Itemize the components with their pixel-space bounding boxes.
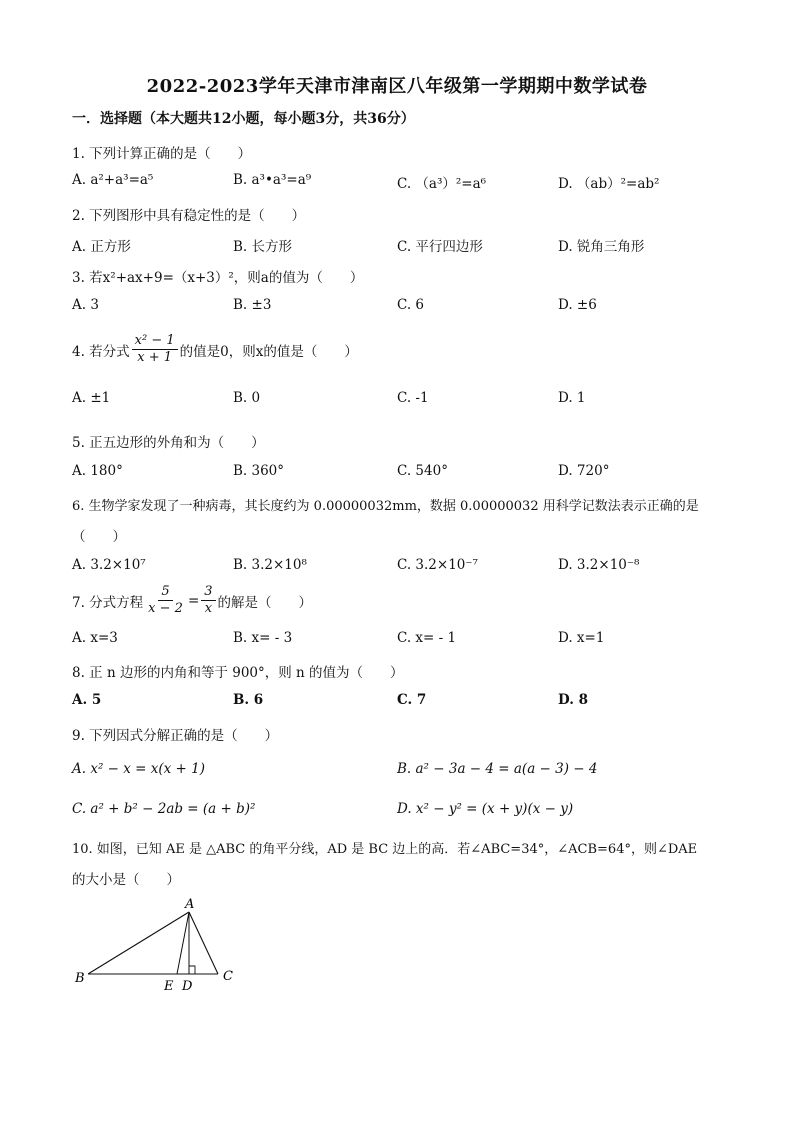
q4-stem-pre: 4. 若分式 [72,343,130,360]
q9-option-a: A. x² − x = x(x + 1) [72,761,206,777]
question-5-stem: 5. 正五边形的外角和为（ ） [72,435,265,451]
q3-option-b: B. ±3 [233,297,272,313]
q8-option-a: A. 5 [72,692,102,708]
q7-stem-post: 的解是（ ） [217,594,313,611]
q7-frac1-denominator: x − 2 [148,601,183,616]
q4-option-a: A. ±1 [72,390,111,406]
q1-option-b: B. a³•a³=a⁹ [233,172,312,188]
q2-option-d: D. 锐角三角形 [558,239,645,255]
q1-option-a: A. a²+a³=a⁵ [72,172,154,188]
right-angle-mark [189,966,195,974]
question-6-stem: 6. 生物学家发现了一种病毒，其长度约为 0.00000032mm，数据 0.00000032 用科学记数法表示正确的是 [72,499,699,514]
triangle-figure [66,896,246,996]
q7-fraction-right [201,584,215,617]
q9-option-b: B. a² − 3a − 4 = a(a − 3) − 4 [397,761,598,777]
label-c: C [223,969,233,984]
q7-stem-pre: 7. 分式方程 [72,594,144,611]
q4-fraction [132,333,178,366]
q3-option-d: D. ±6 [558,297,597,313]
q7-frac2-denominator: x [204,601,213,616]
q4-frac-numerator: x² − 1 [132,333,178,350]
q7-frac2-numerator: 3 [201,584,215,601]
q3-option-c: C. 6 [397,297,425,313]
q5-option-d: D. 720° [558,463,610,479]
q9-option-d: D. x² − y² = (x + y)(x − y) [397,801,574,817]
q2-option-a: A. 正方形 [72,239,131,255]
side-ac [189,912,218,974]
q7-option-b: B. x= - 3 [233,630,293,646]
q5-option-a: A. 180° [72,463,123,479]
question-4-stem [72,333,358,366]
q5-option-c: C. 540° [397,463,448,479]
q6-option-a: A. 3.2×10⁷ [72,557,146,573]
q7-option-d: D. x=1 [558,630,605,646]
q6-option-c: C. 3.2×10⁻⁷ [397,557,478,573]
q1-option-c: C. （a³）²=a⁶ [397,176,487,192]
question-10-stem-cont: 的大小是（ ） [72,872,180,888]
q7-option-c: C. x= - 1 [397,630,457,646]
label-b: B [75,971,85,986]
question-8-stem: 8. 正 n 边形的内角和等于 900°，则 n 的值为（ ） [72,665,404,681]
question-1-stem: 1. 下列计算正确的是（ ） [72,146,252,162]
label-e: E [164,979,174,994]
label-d: D [182,979,193,994]
q8-option-b: B. 6 [233,692,264,708]
q9-option-c: C. a² + b² − 2ab = (a + b)² [72,801,256,817]
segment-ae [177,912,189,974]
question-7-stem [72,584,312,617]
q4-option-d: D. 1 [558,390,586,406]
q8-option-d: D. 8 [558,692,589,708]
page-title: 2022-2023学年天津市津南区八年级第一学期期中数学试卷 [146,76,648,97]
q7-frac1-numerator: 5 [158,584,172,601]
question-2-stem: 2. 下列图形中具有稳定性的是（ ） [72,208,306,224]
q4-stem-post: 的值是0，则x的值是（ ） [179,343,358,360]
q6-option-d: D. 3.2×10⁻⁸ [558,557,640,573]
side-ab [88,912,189,974]
q2-option-c: C. 平行四边形 [397,239,483,255]
label-a: A [185,897,195,912]
q6-option-b: B. 3.2×10⁸ [233,557,307,573]
question-6-stem-cont: （ ） [72,529,126,545]
q4-frac-denominator: x + 1 [137,350,173,365]
q2-option-b: B. 长方形 [233,239,293,255]
q5-option-b: B. 360° [233,463,285,479]
q3-option-a: A. 3 [72,297,99,313]
q7-equals: = [187,592,200,609]
q4-option-c: C. -1 [397,390,429,406]
q8-option-c: C. 7 [397,692,427,708]
question-9-stem: 9. 下列因式分解正确的是（ ） [72,728,279,744]
section-heading: 一．选择题（本大题共12小题，每小题3分，共36分） [72,111,415,127]
q4-option-b: B. 0 [233,390,261,406]
q1-option-d: D. （ab）²=ab² [558,176,660,192]
q7-fraction-left [145,584,186,617]
question-10-stem: 10. 如图，已知 AE 是 △ABC 的角平分线，AD 是 BC 边上的高．若∠ABC=34°，∠ACB=64°，则∠DAE [72,842,698,857]
q7-option-a: A. x=3 [72,630,118,646]
question-3-stem: 3. 若x²+ax+9=（x+3）²，则a的值为（ ） [72,270,364,286]
